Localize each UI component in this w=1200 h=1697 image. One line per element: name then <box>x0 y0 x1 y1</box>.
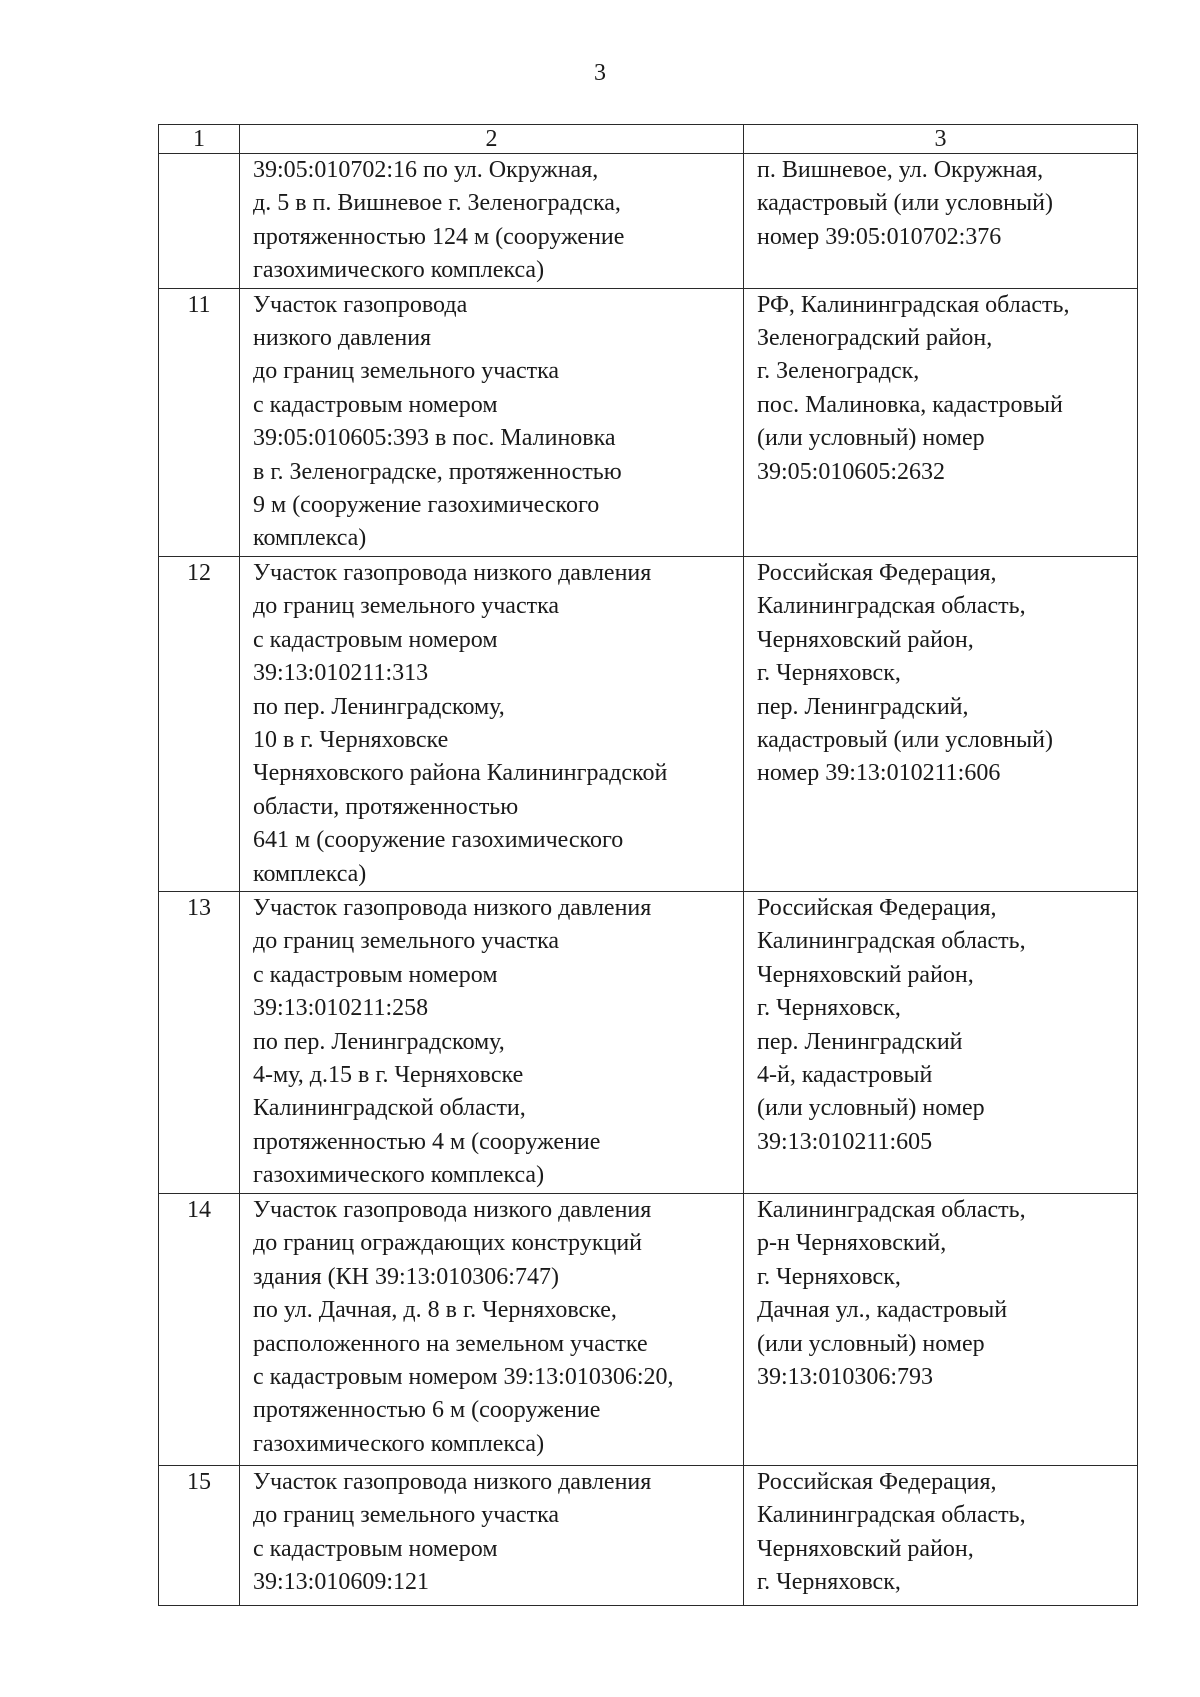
row-address: Российская Федерация, Калининградская область, Черняховский район, г. Черняховск, <box>744 1465 1138 1605</box>
row-description: 39:05:010702:16 по ул. Окружная, д. 5 в п. Вишневое г. Зеленоградска, протяженностью 124 м (сооружение газохимического комплекса) <box>240 154 744 289</box>
row-number: 14 <box>159 1193 240 1465</box>
row-number <box>159 154 240 289</box>
row-address: РФ, Калининградская область, Зеленоградский район, г. Зеленоградск, пос. Малиновка, кадастровый (или условный) номер 39:05:010605:2632 <box>744 288 1138 556</box>
row-address: п. Вишневое, ул. Окружная, кадастровый (или условный) номер 39:05:010702:376 <box>744 154 1138 289</box>
page-number: 3 <box>594 60 606 86</box>
header-cell-1: 1 <box>159 125 240 154</box>
row-description: Участок газопровода низкого давления до границ земельного участка с кадастровым номером 39:13:010211:258 по пер. Ленинградскому, 4-му, д.15 в г. Черняховске Калининградской области, протяженностью 4 м (сооружение газохимического комплекса) <box>240 891 744 1193</box>
table-row <box>159 1465 1138 1605</box>
header-cell-3: 3 <box>744 125 1138 154</box>
row-address: Российская Федерация, Калининградская область, Черняховский район, г. Черняховск, пер. Ленинградский 4-й, кадастровый (или условный) номер 39:13:010211:605 <box>744 891 1138 1193</box>
table-header-row <box>159 125 1138 154</box>
table-row <box>159 288 1138 556</box>
row-number: 13 <box>159 891 240 1193</box>
row-address: Калининградская область, р-н Черняховский, г. Черняховск, Дачная ул., кадастровый (или условный) номер 39:13:010306:793 <box>744 1193 1138 1465</box>
table-row <box>159 154 1138 289</box>
row-address: Российская Федерация, Калининградская область, Черняховский район, г. Черняховск, пер. Ленинградский, кадастровый (или условный) номер 39:13:010211:606 <box>744 556 1138 891</box>
row-description: Участок газопровода низкого давления до границ земельного участка с кадастровым номером 39:13:010609:121 <box>240 1465 744 1605</box>
row-description: Участок газопровода низкого давления до границ ограждающих конструкций здания (КН 39:13:010306:747) по ул. Дачная, д. 8 в г. Черняховске, расположенного на земельном участке с кадастровым номером 39:13:010306:20, протяженностью 6 м (сооружение газохимического комплекса) <box>240 1193 744 1465</box>
row-number: 12 <box>159 556 240 891</box>
row-number: 11 <box>159 288 240 556</box>
row-number: 15 <box>159 1465 240 1605</box>
header-cell-2: 2 <box>240 125 744 154</box>
table-row <box>159 1193 1138 1465</box>
row-description: Участок газопровода низкого давления до границ земельного участка с кадастровым номером 39:05:010605:393 в пос. Малиновка в г. Зеленоградске, протяженностью 9 м (сооружение газохимического комплекса) <box>240 288 744 556</box>
table-row <box>159 891 1138 1193</box>
table-row <box>159 556 1138 891</box>
data-table <box>158 124 1138 1606</box>
row-description: Участок газопровода низкого давления до границ земельного участка с кадастровым номером 39:13:010211:313 по пер. Ленинградскому, 10 в г. Черняховске Черняховского района Калининградской области, протяженностью 641 м (сооружение газохимического комплекса) <box>240 556 744 891</box>
